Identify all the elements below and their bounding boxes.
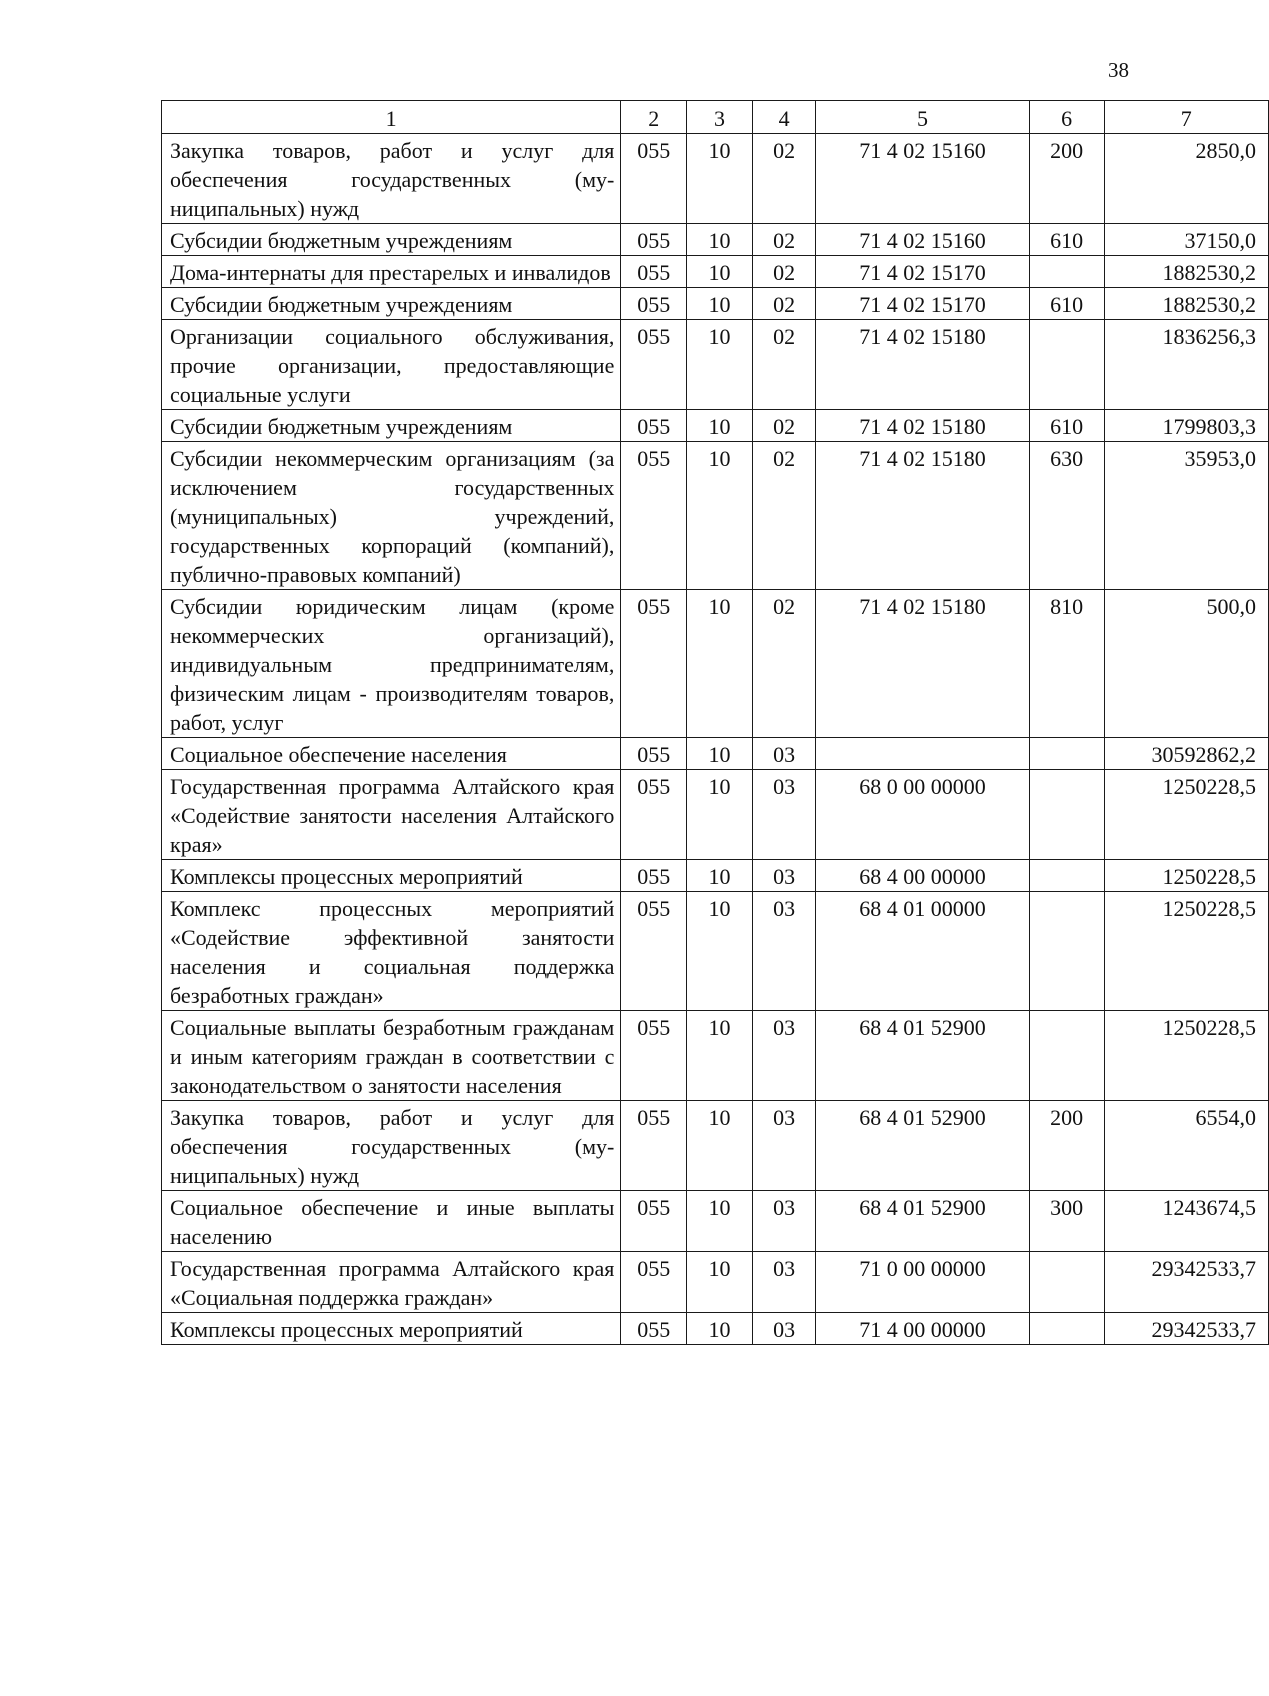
- section-code-cell: 10: [687, 738, 753, 770]
- table-row: [162, 410, 1269, 442]
- amount-cell: 1250228,5: [1104, 1011, 1269, 1101]
- amount-cell: 500,0: [1104, 590, 1269, 738]
- subsection-code-cell: 02: [752, 288, 816, 320]
- item-name-cell: Социальные выплаты безработным гражданам и иным категориям граждан в соответствии с законодательством о занятости населения: [162, 1011, 621, 1101]
- table-row: [162, 256, 1269, 288]
- expense-type-code-cell: [1029, 1252, 1104, 1313]
- item-name-cell: Государственная программа Алтайского края «Социальная поддержка граждан»: [162, 1252, 621, 1313]
- ministry-code-cell: 055: [621, 320, 687, 410]
- subsection-code-cell: 03: [752, 1252, 816, 1313]
- table-row: [162, 1313, 1269, 1345]
- expense-type-code-cell: 200: [1029, 1101, 1104, 1191]
- column-header-6: 6: [1029, 101, 1104, 134]
- table-row: [162, 134, 1269, 224]
- column-header-5: 5: [816, 101, 1029, 134]
- amount-cell: 1882530,2: [1104, 288, 1269, 320]
- amount-cell: 1250228,5: [1104, 770, 1269, 860]
- subsection-code-cell: 02: [752, 134, 816, 224]
- column-header-2: 2: [621, 101, 687, 134]
- target-article-code-cell: 71 4 02 15180: [816, 410, 1029, 442]
- item-name-cell: Организации социального обслуживания, прочие организации, предоставляющие социальные услуги: [162, 320, 621, 410]
- ministry-code-cell: 055: [621, 860, 687, 892]
- target-article-code-cell: 71 4 02 15170: [816, 288, 1029, 320]
- column-header-1: 1: [162, 101, 621, 134]
- expense-type-code-cell: [1029, 256, 1104, 288]
- table-row: [162, 738, 1269, 770]
- target-article-code-cell: 68 4 01 52900: [816, 1191, 1029, 1252]
- table-row: [162, 320, 1269, 410]
- column-header-7: 7: [1104, 101, 1269, 134]
- subsection-code-cell: 03: [752, 1313, 816, 1345]
- section-code-cell: 10: [687, 256, 753, 288]
- table-row: [162, 892, 1269, 1011]
- table-row: [162, 1011, 1269, 1101]
- table-row: [162, 1191, 1269, 1252]
- item-name-cell: Субсидии юридическим лицам (кроме некоммерческих организаций), индивидуальным предпринимателям, физическим лицам - производителям товаров, работ, услуг: [162, 590, 621, 738]
- item-name-cell: Закупка товаров, работ и услуг для обеспечения государственных (муниципальных) нужд: [162, 1101, 621, 1191]
- target-article-code-cell: 71 4 02 15160: [816, 134, 1029, 224]
- amount-cell: 1250228,5: [1104, 860, 1269, 892]
- item-name-cell: Комплексы процессных мероприятий: [162, 860, 621, 892]
- target-article-code-cell: 71 4 02 15160: [816, 224, 1029, 256]
- item-name-cell: Государственная программа Алтайского края «Содействие занятости населения Алтайского края»: [162, 770, 621, 860]
- amount-cell: 35953,0: [1104, 442, 1269, 590]
- item-name-cell: Субсидии некоммерческим организациям (за исключением государственных (муниципальных) учреждений, государственных корпораций (компаний), публично-правовых компаний): [162, 442, 621, 590]
- subsection-code-cell: 03: [752, 770, 816, 860]
- section-code-cell: 10: [687, 1011, 753, 1101]
- item-name-cell: Субсидии бюджетным учреждениям: [162, 224, 621, 256]
- ministry-code-cell: 055: [621, 1252, 687, 1313]
- amount-cell: 2850,0: [1104, 134, 1269, 224]
- target-article-code-cell: 71 4 02 15170: [816, 256, 1029, 288]
- section-code-cell: 10: [687, 770, 753, 860]
- expense-type-code-cell: 630: [1029, 442, 1104, 590]
- ministry-code-cell: 055: [621, 1101, 687, 1191]
- section-code-cell: 10: [687, 288, 753, 320]
- target-article-code-cell: 71 0 00 00000: [816, 1252, 1029, 1313]
- section-code-cell: 10: [687, 860, 753, 892]
- subsection-code-cell: 03: [752, 860, 816, 892]
- table-row: [162, 288, 1269, 320]
- target-article-code-cell: 68 4 01 52900: [816, 1011, 1029, 1101]
- subsection-code-cell: 03: [752, 1011, 816, 1101]
- subsection-code-cell: 02: [752, 410, 816, 442]
- amount-cell: 1882530,2: [1104, 256, 1269, 288]
- ministry-code-cell: 055: [621, 770, 687, 860]
- section-code-cell: 10: [687, 320, 753, 410]
- ministry-code-cell: 055: [621, 442, 687, 590]
- amount-cell: 6554,0: [1104, 1101, 1269, 1191]
- ministry-code-cell: 055: [621, 410, 687, 442]
- subsection-code-cell: 03: [752, 738, 816, 770]
- table-body: [162, 134, 1269, 1345]
- expense-type-code-cell: [1029, 1011, 1104, 1101]
- section-code-cell: 10: [687, 1101, 753, 1191]
- subsection-code-cell: 02: [752, 442, 816, 590]
- subsection-code-cell: 03: [752, 1191, 816, 1252]
- ministry-code-cell: 055: [621, 1313, 687, 1345]
- expense-type-code-cell: [1029, 320, 1104, 410]
- expense-type-code-cell: 300: [1029, 1191, 1104, 1252]
- section-code-cell: 10: [687, 1313, 753, 1345]
- column-header-4: 4: [752, 101, 816, 134]
- item-name-cell: Субсидии бюджетным учреждениям: [162, 288, 621, 320]
- expense-type-code-cell: 810: [1029, 590, 1104, 738]
- ministry-code-cell: 055: [621, 892, 687, 1011]
- target-article-code-cell: 71 4 02 15180: [816, 320, 1029, 410]
- expense-type-code-cell: [1029, 860, 1104, 892]
- amount-cell: 37150,0: [1104, 224, 1269, 256]
- section-code-cell: 10: [687, 590, 753, 738]
- target-article-code-cell: 71 4 02 15180: [816, 590, 1029, 738]
- ministry-code-cell: 055: [621, 288, 687, 320]
- table-row: [162, 1252, 1269, 1313]
- amount-cell: 1799803,3: [1104, 410, 1269, 442]
- item-name-cell: Социальное обеспечение и иные выплаты населению: [162, 1191, 621, 1252]
- target-article-code-cell: 68 0 00 00000: [816, 770, 1029, 860]
- item-name-cell: Дома-интернаты для престарелых и инвалидов: [162, 256, 621, 288]
- section-code-cell: 10: [687, 224, 753, 256]
- amount-cell: 1243674,5: [1104, 1191, 1269, 1252]
- ministry-code-cell: 055: [621, 1011, 687, 1101]
- ministry-code-cell: 055: [621, 590, 687, 738]
- item-name-cell: Субсидии бюджетным учреждениям: [162, 410, 621, 442]
- expense-type-code-cell: 200: [1029, 134, 1104, 224]
- item-name-cell: Социальное обеспечение населения: [162, 738, 621, 770]
- expense-type-code-cell: [1029, 770, 1104, 860]
- table-row: [162, 770, 1269, 860]
- section-code-cell: 10: [687, 1191, 753, 1252]
- target-article-code-cell: [816, 738, 1029, 770]
- subsection-code-cell: 02: [752, 320, 816, 410]
- header-row: [162, 101, 1269, 134]
- ministry-code-cell: 055: [621, 224, 687, 256]
- subsection-code-cell: 03: [752, 892, 816, 1011]
- table-row: [162, 442, 1269, 590]
- ministry-code-cell: 055: [621, 256, 687, 288]
- table-row: [162, 590, 1269, 738]
- expense-type-code-cell: 610: [1029, 410, 1104, 442]
- section-code-cell: 10: [687, 892, 753, 1011]
- target-article-code-cell: 68 4 00 00000: [816, 860, 1029, 892]
- page-number: 38: [1108, 58, 1129, 82]
- subsection-code-cell: 02: [752, 590, 816, 738]
- item-name-cell: Комплексы процессных мероприятий: [162, 1313, 621, 1345]
- amount-cell: 29342533,7: [1104, 1252, 1269, 1313]
- section-code-cell: 10: [687, 134, 753, 224]
- section-code-cell: 10: [687, 410, 753, 442]
- subsection-code-cell: 02: [752, 224, 816, 256]
- amount-cell: 1250228,5: [1104, 892, 1269, 1011]
- section-code-cell: 10: [687, 1252, 753, 1313]
- target-article-code-cell: 68 4 01 00000: [816, 892, 1029, 1011]
- budget-table: [161, 100, 1269, 1345]
- target-article-code-cell: 68 4 01 52900: [816, 1101, 1029, 1191]
- expense-type-code-cell: 610: [1029, 224, 1104, 256]
- item-name-cell: Комплекс процессных мероприятий «Содействие эффективной занятости населения и социальная поддержка безработных граждан»: [162, 892, 621, 1011]
- table-row: [162, 860, 1269, 892]
- item-name-cell: Закупка товаров, работ и услуг для обеспечения государственных (муниципальных) нужд: [162, 134, 621, 224]
- amount-cell: 1836256,3: [1104, 320, 1269, 410]
- section-code-cell: 10: [687, 442, 753, 590]
- expense-type-code-cell: [1029, 892, 1104, 1011]
- ministry-code-cell: 055: [621, 134, 687, 224]
- amount-cell: 30592862,2: [1104, 738, 1269, 770]
- amount-cell: 29342533,7: [1104, 1313, 1269, 1345]
- ministry-code-cell: 055: [621, 738, 687, 770]
- expense-type-code-cell: [1029, 738, 1104, 770]
- column-header-3: 3: [687, 101, 753, 134]
- target-article-code-cell: 71 4 00 00000: [816, 1313, 1029, 1345]
- subsection-code-cell: 03: [752, 1101, 816, 1191]
- ministry-code-cell: 055: [621, 1191, 687, 1252]
- table-row: [162, 224, 1269, 256]
- target-article-code-cell: 71 4 02 15180: [816, 442, 1029, 590]
- subsection-code-cell: 02: [752, 256, 816, 288]
- table-row: [162, 1101, 1269, 1191]
- expense-type-code-cell: 610: [1029, 288, 1104, 320]
- expense-type-code-cell: [1029, 1313, 1104, 1345]
